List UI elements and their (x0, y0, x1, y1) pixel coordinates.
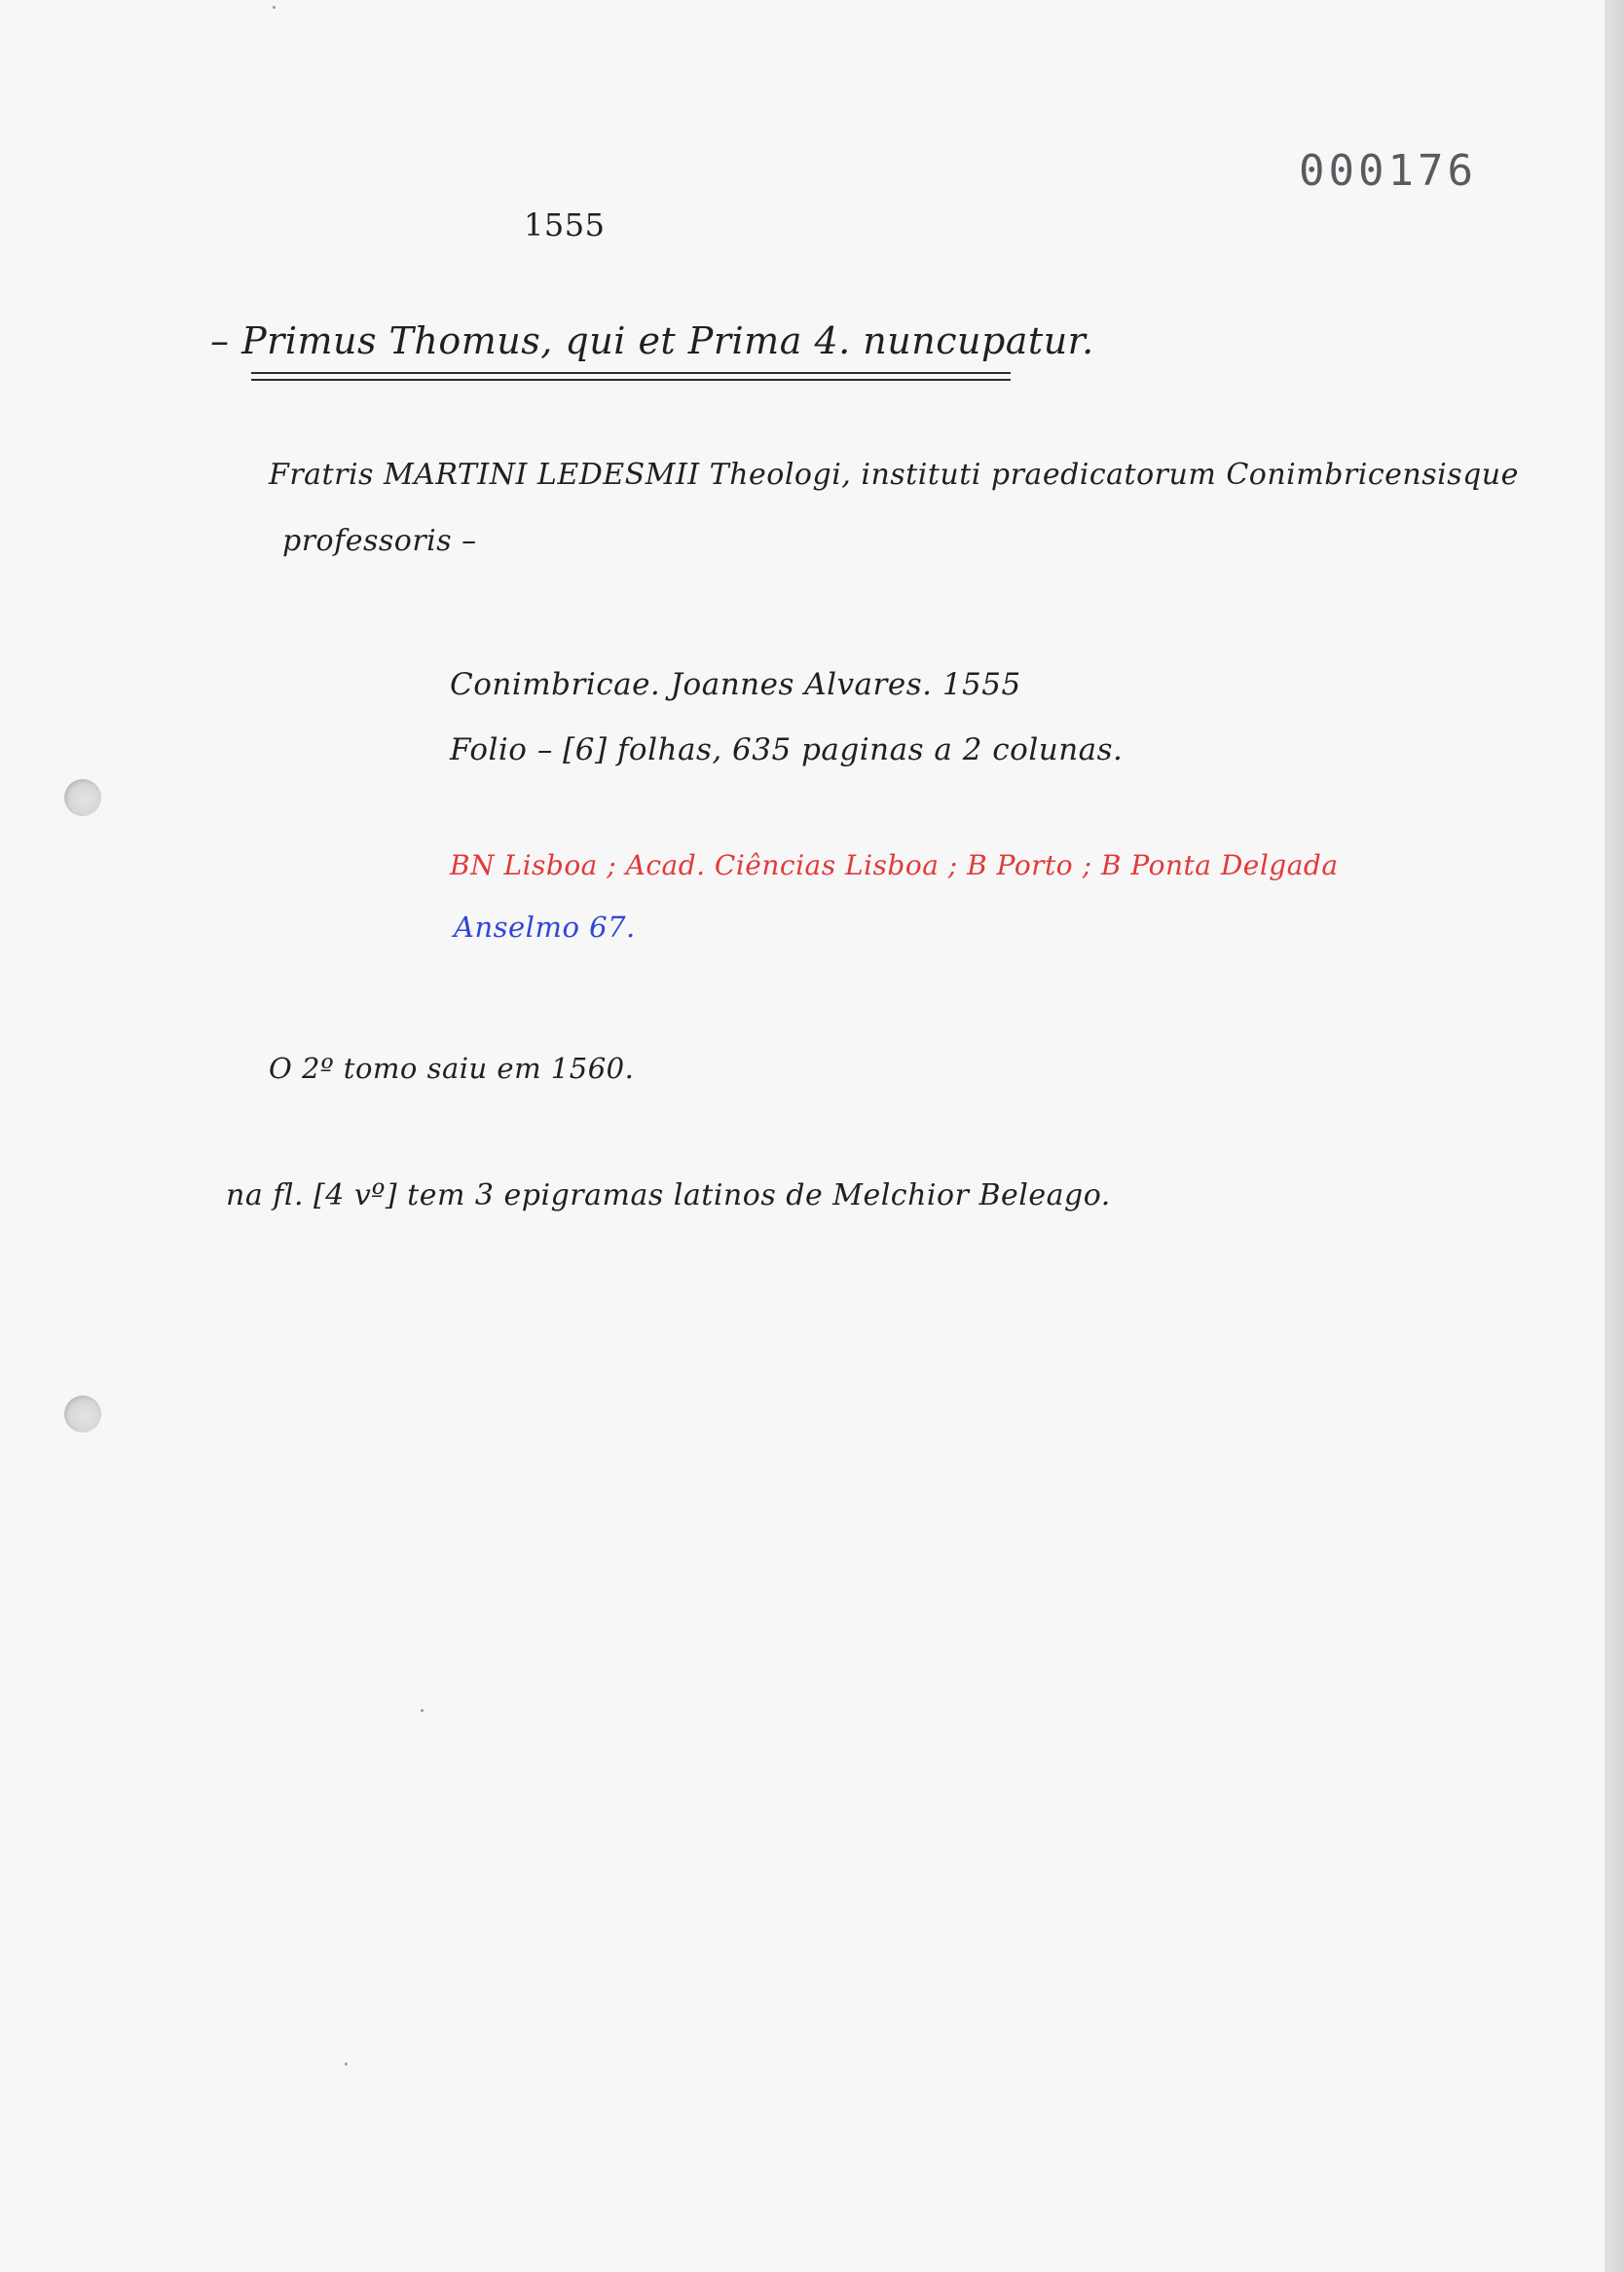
epigram-note: na fl. [4 vº] tem 3 epigramas latinos de Melchior Beleago. (226, 1178, 1111, 1212)
book-title: – Primus Thomus, qui et Prima 4. nuncupatur. (210, 319, 1094, 362)
bibliographic-reference: Anselmo 67. (454, 911, 636, 944)
paper-speck (273, 6, 276, 9)
title-underline-1 (251, 372, 1011, 374)
paper-speck (345, 2063, 348, 2066)
stamp-number: 000176 (1299, 146, 1477, 196)
paper-speck (421, 1709, 424, 1712)
punch-hole-bottom (64, 1396, 101, 1433)
title-underline-2 (251, 379, 1011, 381)
collation: Folio – [6] folhas, 635 paginas a 2 colunas. (450, 732, 1124, 767)
imprint: Conimbricae. Joannes Alvares. 1555 (450, 667, 1021, 702)
author-line-1: Fratris MARTINI LEDESMII Theologi, instituti praedicatorum Conimbricensisque (269, 458, 1519, 492)
holdings-locations: BN Lisboa ; Acad. Ciências Lisboa ; B Porto ; B Ponta Delgada (450, 849, 1339, 881)
punch-hole-top (64, 779, 101, 816)
year-heading: 1555 (524, 206, 606, 243)
volume-note: O 2º tomo saiu em 1560. (269, 1052, 635, 1085)
page-edge (1605, 0, 1624, 2272)
author-line-2: professoris – (282, 524, 477, 558)
